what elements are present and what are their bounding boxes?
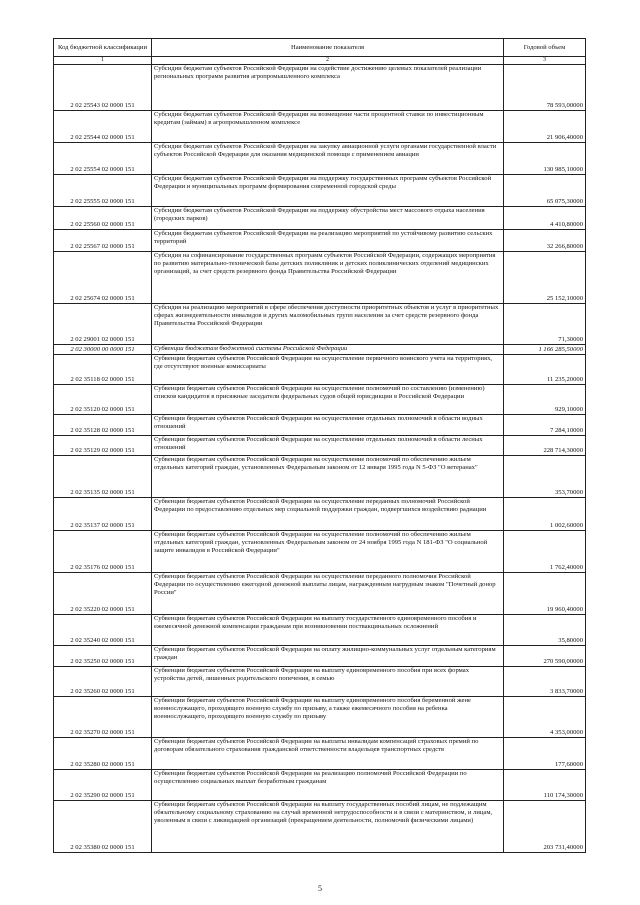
cell-code: 2 02 35290 02 0000 151 [54,770,152,801]
table-row [54,415,586,436]
column-number: 3 [504,57,586,65]
cell-code: 2 02 35380 02 0000 151 [54,801,152,853]
cell-amount: 71,30000 [504,304,586,345]
cell-name: Субвенции бюджетам субъектов Российской Федерации на реализацию полномочий Российской Федерации по осуществлению социальных выплат безработным гражданам [152,770,504,801]
cell-amount: 4 353,00000 [504,697,586,738]
cell-code: 2 02 35129 02 0000 151 [54,436,152,456]
table-body [54,65,586,853]
table-row [54,770,586,801]
cell-name: Субвенции бюджетам субъектов Российской Федерации на осуществление полномочий по обеспечению жильем отдельных категорий граждан, установленных Федеральным законом от 24 ноября 1995 года N 181-ФЗ "О социальной защите инвалидов в Российской Федерации" [152,531,504,573]
cell-code: 2 02 35220 02 0000 151 [54,573,152,615]
cell-name: Субвенции бюджетам субъектов Российской Федерации на выплату государственного единовременного пособия и ежемесячной денежной компенсации гражданам при возникновении поствакцинальных осложнений [152,615,504,646]
cell-name: Субвенции бюджетам бюджетной системы Российской Федерации [152,345,504,355]
cell-amount: 65 075,30000 [504,175,586,207]
table-row [54,697,586,738]
cell-code: 2 02 25567 02 0000 151 [54,230,152,252]
table-row [54,175,586,207]
cell-name: Субсидии бюджетам субъектов Российской Федерации на закупку авиационной услуги органами государственной власти субъектов Российской Федерации для оказания медицинской помощи с применением авиации [152,143,504,175]
cell-name: Субвенции бюджетам субъектов Российской Федерации на осуществление отдельных полномочий в области лесных отношений [152,436,504,456]
header-code: Код бюджетной классификации [54,39,152,57]
cell-amount: 177,60000 [504,738,586,770]
cell-code: 2 02 25554 02 0000 151 [54,143,152,175]
cell-name: Субвенции бюджетам субъектов Российской Федерации на осуществление переданных полномочий Российской Федерации по предоставлению отдельных мер социальной поддержки граждан, подвергшихся воздействию радиации [152,498,504,531]
cell-code: 2 02 25560 02 0000 151 [54,207,152,230]
cell-name: Субвенции бюджетам субъектов Российской Федерации на осуществление первичного воинского учета на территориях, где отсутствуют военные комиссариаты [152,355,504,385]
cell-name: Субвенции бюджетам субъектов Российской Федерации на выплату единовременного пособия беременной жене военнослужащего, проходящего военную службу по призыву, а также ежемесячного пособия на ребенка военнослужащего, проходящего военную службу по призыву [152,697,504,738]
cell-code: 2 02 35240 02 0000 151 [54,615,152,646]
cell-amount: 21 906,40000 [504,111,586,143]
cell-amount: 32 266,80000 [504,230,586,252]
cell-code: 2 02 35270 02 0000 151 [54,697,152,738]
cell-code: 2 02 35176 02 0000 151 [54,531,152,573]
cell-code: 2 02 35137 02 0000 151 [54,498,152,531]
cell-name: Субсидия на софинансирование государственных программ субъектов Российской Федерации, содержащих мероприятия по развитию материально-технической базы детских поликлиник и детских поликлинических отделений медицинских организаций, за счет средств резервного фонда Правительства Российской Федерации [152,252,504,304]
table-row [54,801,586,853]
table-row [54,252,586,304]
cell-code: 2 02 35118 02 0000 151 [54,355,152,385]
table-row [54,345,586,355]
table-row [54,436,586,456]
table-row [54,65,586,111]
cell-amount: 110 174,30000 [504,770,586,801]
cell-name: Субсидии бюджетам субъектов Российской Федерации на поддержку обустройства мест массового отдыха населения (городских парков) [152,207,504,230]
cell-code: 2 02 25555 02 0000 151 [54,175,152,207]
table-row [54,230,586,252]
cell-amount: 1 762,40000 [504,531,586,573]
cell-amount: 35,80000 [504,615,586,646]
page-number: 5 [318,884,322,893]
cell-code: 2 02 25543 02 0000 151 [54,65,152,111]
cell-name: Субвенции бюджетам субъектов Российской Федерации на выплату единовременного пособия при всех формах устройства детей, лишенных родительского попечения, в семью [152,667,504,697]
cell-amount: 353,70000 [504,456,586,498]
cell-code: 2 02 35250 02 0000 151 [54,646,152,667]
cell-code: 2 02 35135 02 0000 151 [54,456,152,498]
cell-name: Субвенции бюджетам субъектов Российской Федерации на выплату государственных пособий лицам, не подлежащим обязательному социальному страхованию на случай временной нетрудоспособности и в связи с материнством, и лицам, уволенным в связи с ликвидацией организаций (прекращением деятельности, полномочий физическими лицами) [152,801,504,853]
cell-name: Субвенции бюджетам субъектов Российской Федерации на осуществление переданного полномочия Российской Федерации по осуществлению ежегодной денежной выплаты лицам, награжденным нагрудным знаком "Почетный донор России" [152,573,504,615]
cell-amount: 228 714,30000 [504,436,586,456]
table-row [54,456,586,498]
budget-table [53,38,586,853]
cell-amount: 270 590,00000 [504,646,586,667]
cell-code: 2 02 35128 02 0000 151 [54,415,152,436]
table-row [54,531,586,573]
cell-amount: 78 593,00000 [504,65,586,111]
cell-name: Субвенции бюджетам субъектов Российской Федерации на осуществление полномочий по обеспечению жильем отдельных категорий граждан, установленных Федеральным законом от 12 января 1995 года N 5-ФЗ "О ветеранах" [152,456,504,498]
table-row [54,111,586,143]
cell-name: Субвенции бюджетам субъектов Российской Федерации на осуществление полномочий по составлению (изменению) списков кандидатов в присяжные заседатели федеральных судов общей юрисдикции в Российской Федерации [152,385,504,415]
table-row [54,667,586,697]
cell-name: Субвенции бюджетам субъектов Российской Федерации на выплаты инвалидам компенсаций страховых премий по договорам обязательного страхования гражданской ответственности владельцев транспортных средств [152,738,504,770]
table-row [54,738,586,770]
table-header [54,39,586,65]
table-row [54,385,586,415]
table-row [54,646,586,667]
header-name: Наименование показателя [152,39,504,57]
cell-amount: 1 166 285,50000 [504,345,586,355]
table-row [54,615,586,646]
cell-amount: 7 284,10000 [504,415,586,436]
table-row [54,498,586,531]
cell-amount: 203 731,40000 [504,801,586,853]
cell-code: 2 02 35280 02 0000 151 [54,738,152,770]
cell-code: 2 02 25674 02 0000 151 [54,252,152,304]
cell-name: Субвенции бюджетам субъектов Российской Федерации на осуществление отдельных полномочий в области водных отношений [152,415,504,436]
table-row [54,573,586,615]
header-amount: Годовой объем [504,39,586,57]
table-row [54,355,586,385]
cell-amount: 19 960,40000 [504,573,586,615]
cell-name: Субсидии бюджетам субъектов Российской Федерации на содействие достижению целевых показателей реализации региональных программ развития агропромышленного комплекса [152,65,504,111]
cell-name: Субвенции бюджетам субъектов Российской Федерации на оплату жилищно-коммунальных услуг отдельным категориям граждан [152,646,504,667]
cell-code: 2 02 25544 02 0000 151 [54,111,152,143]
column-number: 2 [152,57,504,65]
cell-amount: 4 410,80000 [504,207,586,230]
cell-name: Субсидии бюджетам субъектов Российской Федерации на возмещение части процентной ставки по инвестиционным кредитам (займам) в агропромышленном комплексе [152,111,504,143]
cell-amount: 130 985,10000 [504,143,586,175]
cell-amount: 25 152,10000 [504,252,586,304]
cell-name: Субсидии бюджетам субъектов Российской Федерации на поддержку государственных программ субъектов Российской Федерации и муниципальных программ формирования современной городской среды [152,175,504,207]
cell-name: Субсидия на реализацию мероприятий в сфере обеспечения доступности приоритетных объектов и услуг в приоритетных сферах жизнедеятельности инвалидов и других маломобильных групп населения за счет средств резервного фонда Правительства Российской Федерации [152,304,504,345]
column-number: 1 [54,57,152,65]
cell-code: 2 02 35260 02 0000 151 [54,667,152,697]
cell-code: 2 02 35120 02 0000 151 [54,385,152,415]
column-number-row [54,57,586,65]
cell-amount: 3 833,70000 [504,667,586,697]
table-row [54,143,586,175]
cell-amount: 11 235,20000 [504,355,586,385]
cell-code: 2 02 29001 02 0000 151 [54,304,152,345]
cell-amount: 1 002,60000 [504,498,586,531]
table-row [54,304,586,345]
table-row [54,207,586,230]
cell-amount: 929,10000 [504,385,586,415]
cell-code: 2 02 30000 00 0000 151 [54,345,152,355]
cell-name: Субсидии бюджетам субъектов Российской Федерации на реализацию мероприятий по устойчивому развитию сельских территорий [152,230,504,252]
